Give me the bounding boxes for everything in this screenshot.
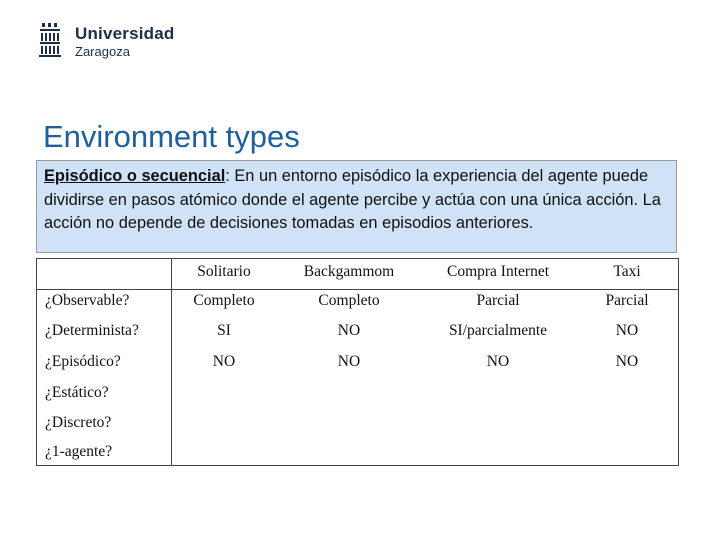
- column-header: Solitario: [197, 263, 251, 280]
- definition-term: Episódico o secuencial: [44, 167, 226, 185]
- table-cell: NO: [337, 322, 361, 339]
- table-cell: Completo: [318, 292, 380, 309]
- logo-name-line2: Zaragoza: [75, 44, 130, 59]
- row-label: ¿Observable?: [45, 292, 130, 309]
- university-crest-icon: [38, 22, 62, 62]
- university-logo: [38, 22, 178, 64]
- table-divider-horizontal: [37, 289, 678, 290]
- table-cell: NO: [337, 353, 361, 370]
- definition-text: : En un entorno episódico la experiencia del agente puede dividirse en pasos atómico donde el agente percibe y actúa con una única acción. La acción no depende de decisiones tomadas en episodios anteriores.: [44, 167, 661, 232]
- table-cell: SI: [217, 322, 231, 339]
- table-cell: Completo: [193, 292, 255, 309]
- row-label: ¿Estático?: [45, 384, 109, 401]
- row-label: ¿Episódico?: [45, 353, 121, 370]
- column-header: Backgammom: [303, 263, 395, 280]
- column-header: Taxi: [613, 263, 641, 280]
- logo-name-line1: Universidad: [75, 24, 175, 43]
- row-label: ¿1-agente?: [45, 443, 113, 460]
- table-cell: NO: [615, 353, 639, 370]
- table-cell: SI/parcialmente: [448, 322, 548, 339]
- column-header: Compra Internet: [446, 263, 550, 280]
- slide-title: Environment types: [43, 119, 300, 154]
- table-cell: NO: [615, 322, 639, 339]
- definition-box: [36, 160, 677, 253]
- table-cell: NO: [486, 353, 510, 370]
- environment-table: [36, 258, 679, 466]
- row-label: ¿Determinista?: [45, 322, 139, 339]
- table-cell: NO: [212, 353, 236, 370]
- row-label: ¿Discreto?: [45, 414, 112, 431]
- table-cell: Parcial: [476, 292, 520, 309]
- table-cell: Parcial: [605, 292, 649, 309]
